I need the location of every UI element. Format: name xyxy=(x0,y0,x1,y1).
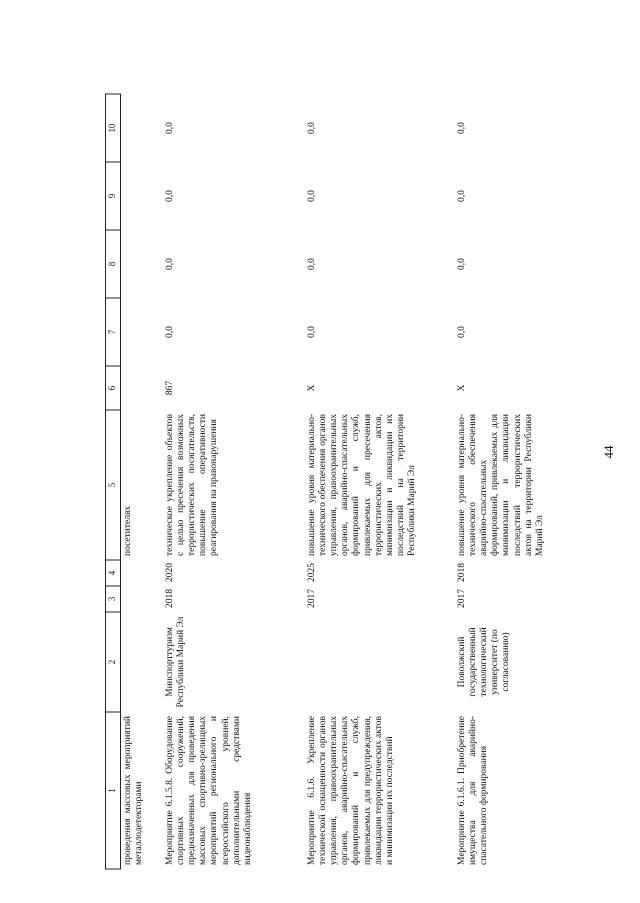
value-cell xyxy=(121,162,158,230)
rotated-table-container xyxy=(105,95,565,870)
expected-result-cell: повышение уровня материально-технического обеспечения аварийно-спасательных формирований, привлекаемых для минимизации и ликвидации последствий террористических актов на территории Республики Марий Эл xyxy=(457,414,545,556)
value-cell: 0,0 xyxy=(457,258,467,270)
value-cell: 0,0 xyxy=(457,122,467,134)
start-year-cell: 2017 xyxy=(307,589,317,608)
column-header: 10 xyxy=(106,94,121,162)
value-cell xyxy=(121,230,158,298)
activity-name-cell: Мероприятие 6.1.6. Укрепление технической оснащенности органов управления, правоохранительных органов, аварийно-спасательных формирований и служб, привлекаемых для предупреждения, ликвидации террористических актов и минимизации их последствий xyxy=(307,716,395,865)
table-row xyxy=(449,94,579,869)
table-row xyxy=(121,94,158,869)
end-year-cell: 2018 xyxy=(457,563,467,582)
expected-result-cell: повышение уровня материально-технического обеспечения органов управления, правоохранительных органов, аварийно-спасательных формирований и служб, привлекаемых для пресечения террористических актов, минимизации и ликвидации их последствий на территории Республики Марий Эл xyxy=(307,414,417,556)
expected-result-cell: техническое укрепление объектов с целью пресечения возможных террористических посягательств, повышение оперативности реагирования на правонарушения xyxy=(165,414,220,556)
table-row xyxy=(299,94,449,869)
column-header: 7 xyxy=(106,298,121,366)
code-cell: X xyxy=(307,384,317,392)
column-header: 3 xyxy=(106,586,121,612)
activity-name-cell: Мероприятие 6.1.6.1. Приобретение имущества для аварийно-спасательного формирования xyxy=(457,716,490,865)
value-cell xyxy=(121,298,158,366)
value-cell: 0,0 xyxy=(307,326,317,338)
column-header: 5 xyxy=(106,410,121,560)
column-number-row xyxy=(106,94,121,869)
column-header: 9 xyxy=(106,162,121,230)
value-cell: 0,0 xyxy=(165,326,175,338)
code-cell xyxy=(121,366,158,410)
start-year-cell: 2018 xyxy=(165,589,175,608)
code-cell: 867 xyxy=(165,380,175,396)
end-year-cell xyxy=(121,560,158,586)
value-cell: 0,0 xyxy=(457,326,467,338)
table-row xyxy=(157,94,299,869)
column-header: 2 xyxy=(106,612,121,712)
executor-cell xyxy=(121,612,158,712)
value-cell: 0,0 xyxy=(165,258,175,270)
executor-cell: Поволжский государственный технологический университет (по согласованию) xyxy=(457,627,512,697)
executor-cell: Минспорттуризм Республики Марий Эл xyxy=(165,616,187,708)
value-cell: 0,0 xyxy=(165,122,175,134)
value-cell: 0,0 xyxy=(307,190,317,202)
code-cell: X xyxy=(457,384,467,392)
activity-name-cell: Мероприятие 6.1.5.8. Оборудование спортивных сооружений, предназначенных для проведения массовых спортивно-зрелищных мероприятий регионального и всероссийского уровней, дополнительными средствами видеонаблюдения xyxy=(165,716,253,865)
start-year-cell xyxy=(121,586,158,612)
value-cell: 0,0 xyxy=(457,190,467,202)
start-year-cell: 2017 xyxy=(457,589,467,608)
expected-result-cell: посетителях xyxy=(123,505,133,556)
end-year-cell: 2020 xyxy=(165,563,175,582)
end-year-cell: 2025 xyxy=(307,563,317,582)
value-cell: 0,0 xyxy=(307,122,317,134)
value-cell xyxy=(121,94,158,162)
column-header: 4 xyxy=(106,560,121,586)
value-cell: 0,0 xyxy=(165,190,175,202)
column-header: 6 xyxy=(106,366,121,410)
program-table xyxy=(105,94,579,870)
executor-cell xyxy=(299,612,449,712)
page-number: 44 xyxy=(601,445,616,459)
column-header: 8 xyxy=(106,230,121,298)
value-cell: 0,0 xyxy=(307,258,317,270)
column-header: 1 xyxy=(106,712,121,869)
activity-name-cell: проведения массовых мероприятий металлодетекторами xyxy=(123,716,145,865)
